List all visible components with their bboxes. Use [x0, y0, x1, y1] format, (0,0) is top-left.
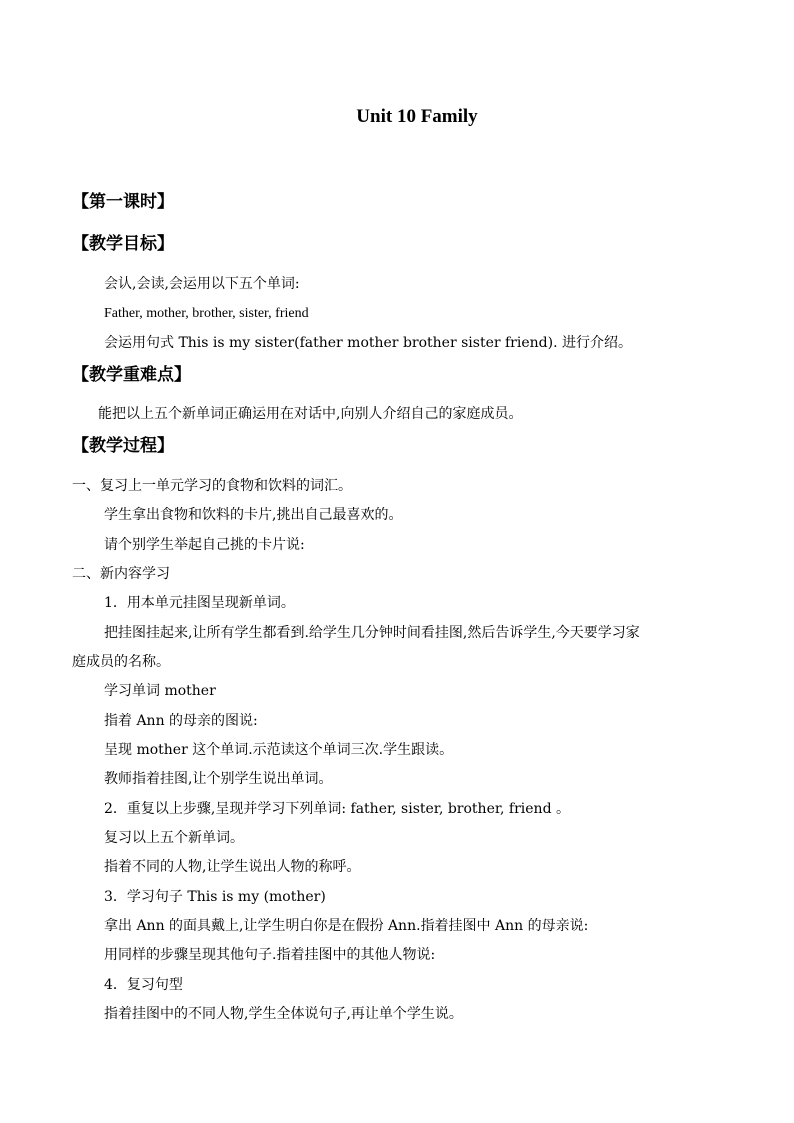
section-heading-key-points: 【教学重难点】 — [72, 365, 191, 385]
process-text: 请个别学生举起自己挑的卡片说: — [104, 537, 305, 553]
section-heading-process: 【教学过程】 — [72, 436, 174, 456]
substep-heading: 2．重复以上步骤,呈现并学习下列单词: father, sister, brother, friend 。 — [104, 801, 570, 817]
substep-heading: 3．学习句子 This is my (mother) — [104, 889, 326, 905]
process-text: 庭成员的名称。 — [72, 654, 170, 670]
process-text: 学习单词 mother — [104, 683, 216, 699]
objective-text: 会认,会读,会运用以下五个单词: — [104, 276, 300, 292]
substep-heading: 4．复习句型 — [104, 977, 183, 993]
section-heading-first-lesson: 【第一课时】 — [72, 192, 174, 212]
substep-heading: 1．用本单元挂图呈现新单词。 — [104, 595, 295, 611]
process-text: 把挂图挂起来,让所有学生都看到.给学生几分钟时间看挂图,然后告诉学生,今天要学习家 — [104, 625, 640, 641]
process-text: 指着挂图中的不同人物,学生全体说句子,再让单个学生说。 — [104, 1006, 463, 1022]
process-text: 用同样的步骤呈现其他句子.指着挂图中的其他人物说: — [104, 947, 436, 963]
sentence-pattern-text: 会运用句式 This is my sister(father mother brother sister friend). 进行介绍。 — [104, 335, 632, 351]
process-text: 呈现 mother 这个单词.示范读这个单词三次.学生跟读。 — [104, 742, 454, 758]
process-step-2: 二、新内容学习 — [72, 566, 170, 582]
process-text: 学生拿出食物和饮料的卡片,挑出自己最喜欢的。 — [104, 507, 403, 523]
process-text: 指着 Ann 的母亲的图说: — [104, 713, 258, 729]
section-heading-objectives: 【教学目标】 — [72, 234, 174, 254]
process-text: 复习以上五个新单词。 — [104, 830, 244, 846]
process-text: 拿出 Ann 的面具戴上,让学生明白你是在假扮 Ann.指着挂图中 Ann 的母亲说: — [104, 918, 589, 934]
document-title: Unit 10 Family — [356, 106, 478, 127]
key-points-text: 能把以上五个新单词正确运用在对话中,向别人介绍自己的家庭成员。 — [98, 406, 523, 422]
process-text: 教师指着挂图,让个别学生说出单词。 — [104, 771, 333, 787]
process-step-1: 一、复习上一单元学习的食物和饮料的词汇。 — [72, 478, 352, 494]
process-text: 指着不同的人物,让学生说出人物的称呼。 — [104, 859, 361, 875]
vocabulary-list: Father, mother, brother, sister, friend — [104, 306, 309, 321]
